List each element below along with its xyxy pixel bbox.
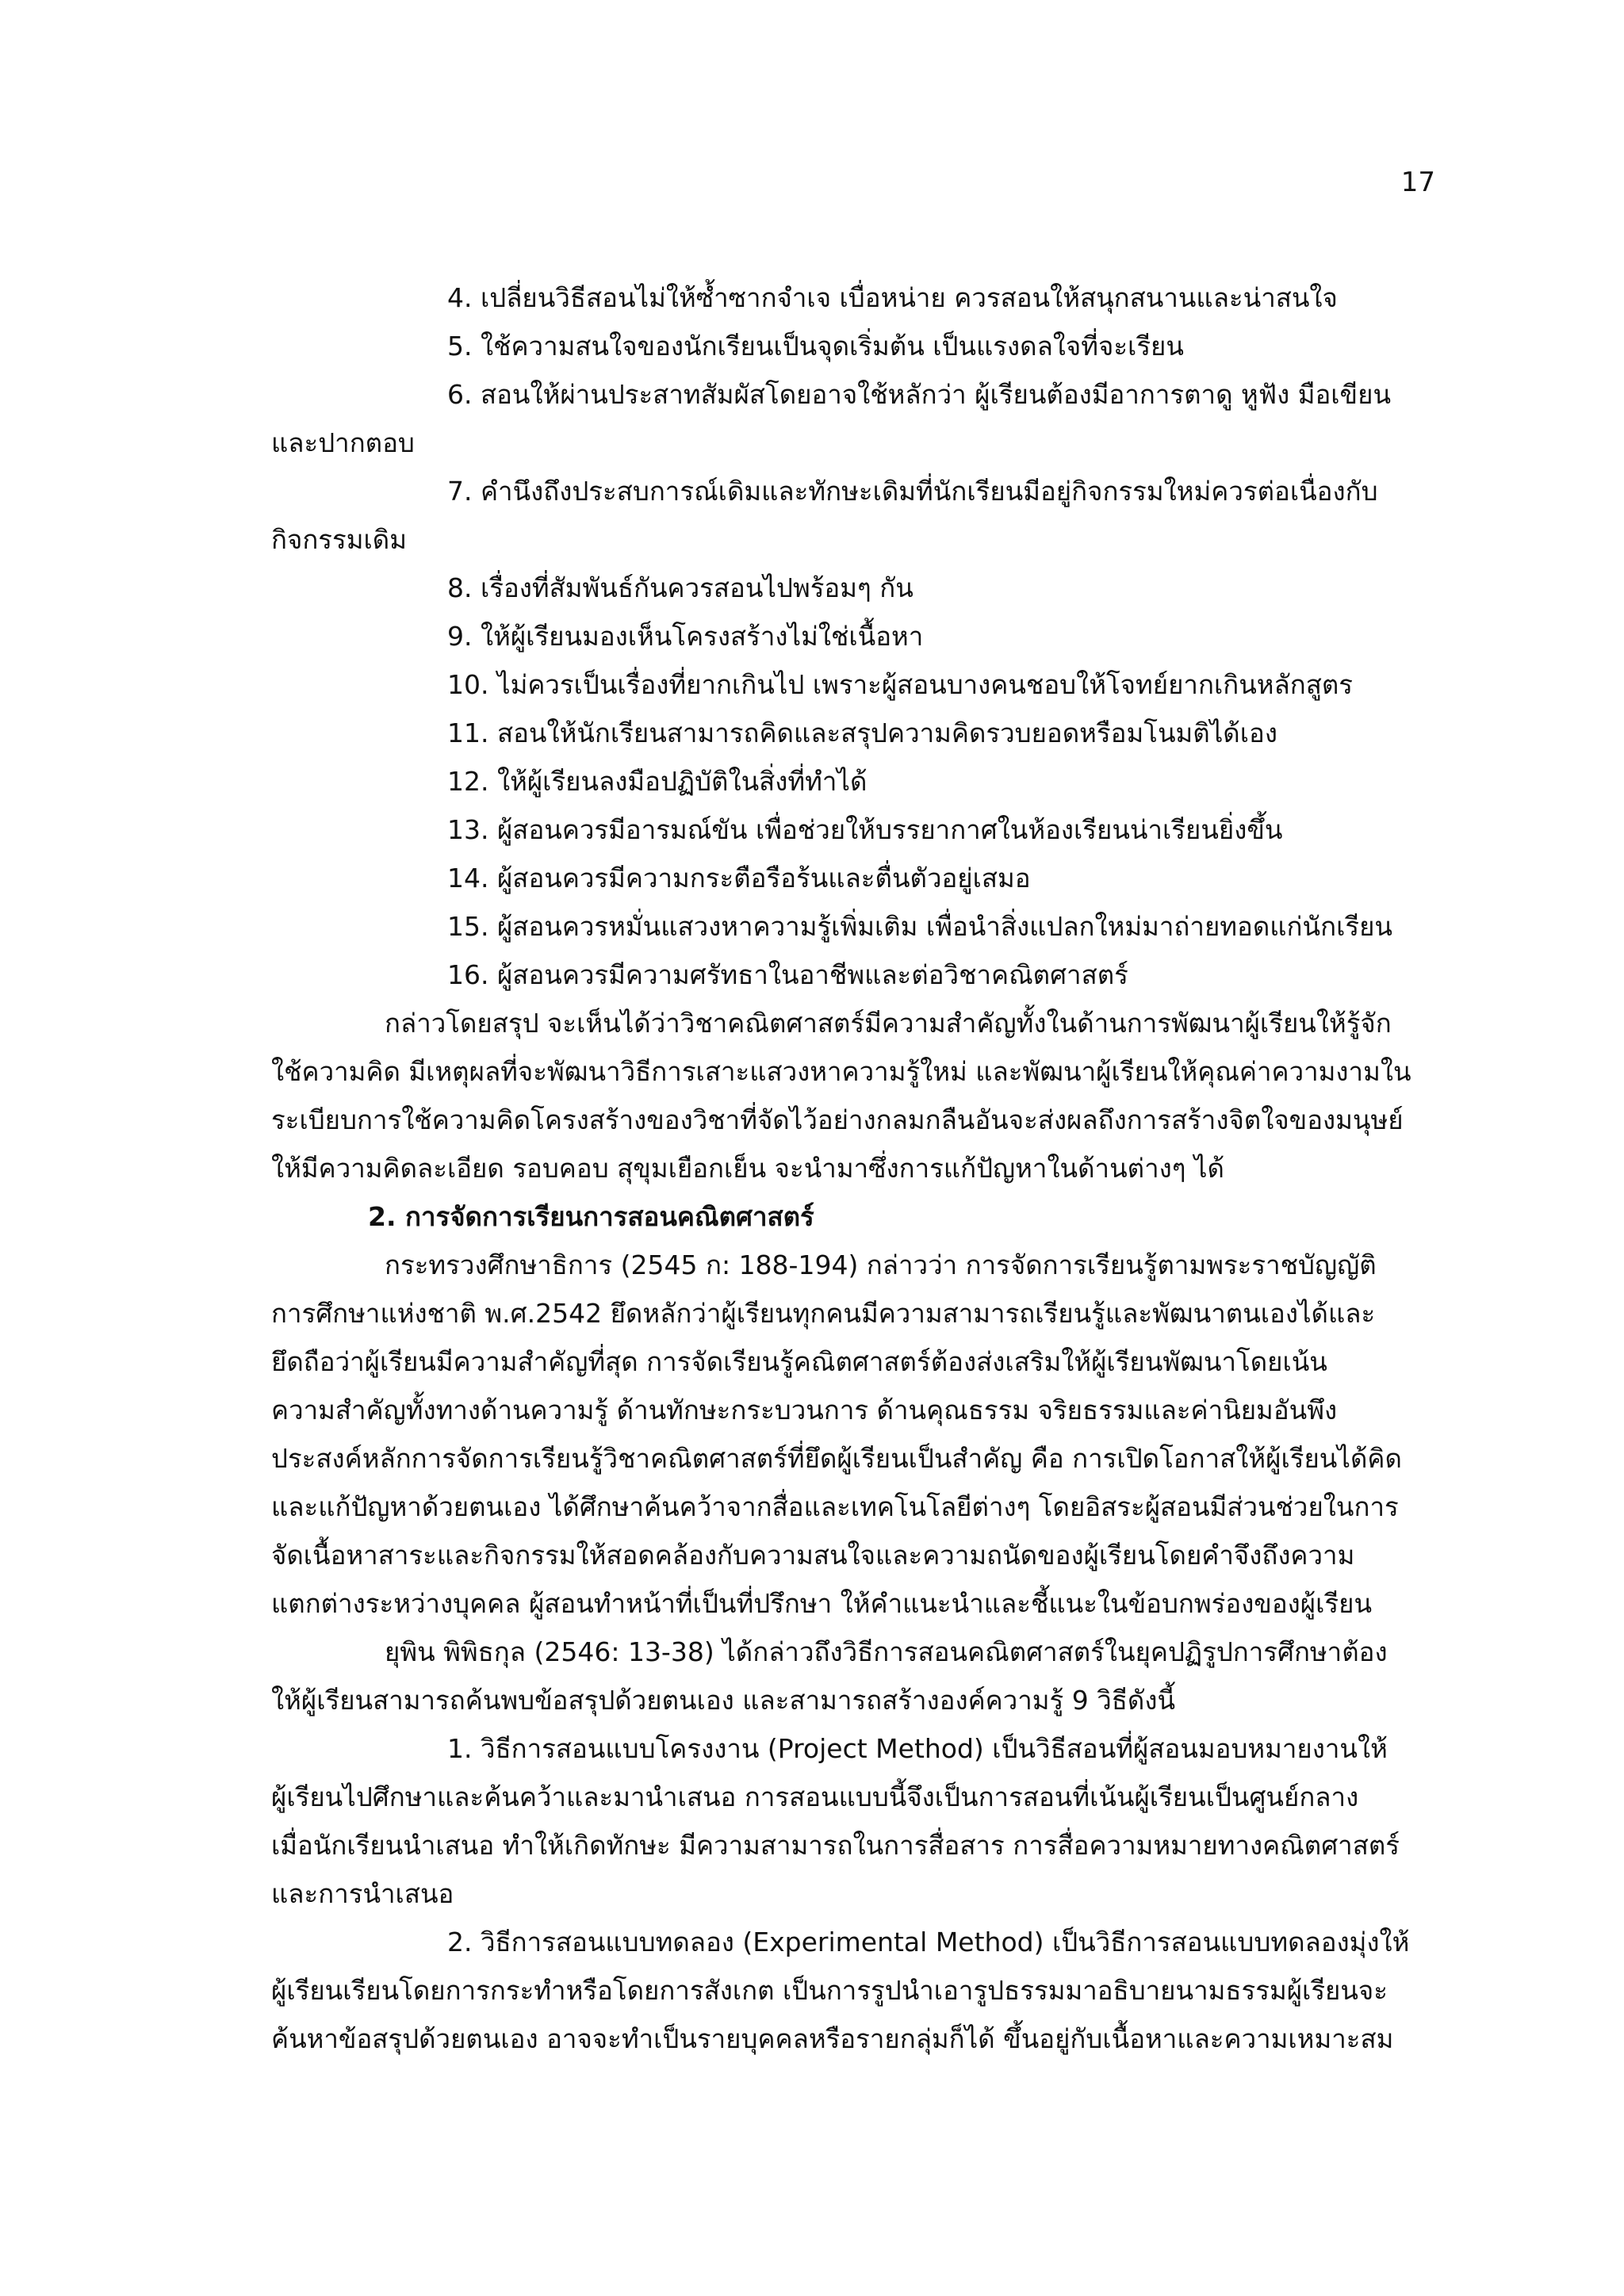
text-line: 14. ผู้สอนควรมีความกระตือรือร้นและตื่นตัวอยู่เสมอ xyxy=(447,863,1031,894)
text-line: ยุพิน พิพิธกุล (2546: 13-38) ได้กล่าวถึงวิธีการสอนคณิตศาสตร์ในยุคปฏิรูปการศึกษาต้อง xyxy=(385,1636,1388,1667)
text-line: ให้มีความคิดละเอียด รอบคอบ สุขุมเยือกเย็น จะนำมาซึ่งการแก้ปัญหาในด้านต่างๆ ได้ xyxy=(271,1153,1224,1184)
text-line: และปากตอบ xyxy=(271,427,415,458)
text-line: กิจกรรมเดิม xyxy=(271,524,407,555)
text-line: 1. วิธีการสอนแบบโครงงาน (Project Method) เป็นวิธีสอนที่ผู้สอนมอบหมายงานให้ xyxy=(447,1733,1388,1764)
text-line: ประสงค์หลักการจัดการเรียนรู้วิชาคณิตศาสตร์ที่ยึดผู้เรียนเป็นสำคัญ คือ การเปิดโอกาสให้ผู้เรียนได้คิด xyxy=(271,1443,1402,1474)
text-line: 16. ผู้สอนควรมีความศรัทธาในอาชีพและต่อวิชาคณิตศาสตร์ xyxy=(447,959,1128,990)
text-line: ให้ผู้เรียนสามารถค้นพบข้อสรุปด้วยตนเอง และสามารถสร้างองค์ความรู้ 9 วิธีดังนี้ xyxy=(271,1685,1176,1716)
text-line: 10. ไม่ควรเป็นเรื่องที่ยากเกินไป เพราะผู้สอนบางคนชอบให้โจทย์ยากเกินหลักสูตร xyxy=(447,669,1354,700)
text-line: ระเบียบการใช้ความคิดโครงสร้างของวิชาที่จัดไว้อย่างกลมกลืนอันจะส่งผลถึงการสร้างจิตใจของมนุษย์ xyxy=(271,1104,1404,1135)
text-line: ค้นหาข้อสรุปด้วยตนเอง อาจจะทำเป็นรายบุคคลหรือรายกลุ่มก็ได้ ขึ้นอยู่กับเนื้อหาและความเหมาะสม xyxy=(271,2023,1394,2054)
text-line: 6. สอนให้ผ่านประสาทสัมผัสโดยอาจใช้หลักว่า ผู้เรียนต้องมีอาการตาดู หูฟัง มือเขียน xyxy=(447,379,1392,410)
text-line: 12. ให้ผู้เรียนลงมือปฏิบัติในสิ่งที่ทำได้ xyxy=(447,766,868,797)
text-line: 9. ให้ผู้เรียนมองเห็นโครงสร้างไม่ใช่เนื้อหา xyxy=(447,621,924,652)
text-line: 11. สอนให้นักเรียนสามารถคิดและสรุปความคิดรวบยอดหรือมโนมติได้เอง xyxy=(447,718,1277,748)
text-line: และการนำเสนอ xyxy=(271,1878,454,1909)
text-line: จัดเนื้อหาสาระและกิจกรรมให้สอดคล้องกับความสนใจและความถนัดของผู้เรียนโดยคำจึงถึงความ xyxy=(271,1540,1355,1571)
text-line: แตกต่างระหว่างบุคคล ผู้สอนทำหน้าที่เป็นที่ปรึกษา ให้คำแนะนำและชี้แนะในข้อบกพร่องของผู้เรียน xyxy=(271,1588,1373,1619)
text-line: 2. วิธีการสอนแบบทดลอง (Experimental Method) เป็นวิธีการสอนแบบทดลองมุ่งให้ xyxy=(447,1927,1410,1957)
text-line: 8. เรื่องที่สัมพันธ์กันควรสอนไปพร้อมๆ กัน xyxy=(447,572,914,603)
text-line: 15. ผู้สอนควรหมั่นแสวงหาความรู้เพิ่มเติม เพื่อนำสิ่งแปลกใหม่มาถ่ายทอดแก่นักเรียน xyxy=(447,911,1392,942)
text-line: เมื่อนักเรียนนำเสนอ ทำให้เกิดทักษะ มีความสามารถในการสื่อสาร การสื่อความหมายทางคณิตศาสตร์ xyxy=(271,1830,1400,1861)
text-line: ผู้เรียนเรียนโดยการกระทำหรือโดยการสังเกต เป็นการรูปนำเอารูปธรรมมาอธิบายนามธรรมผู้เรียนจะ xyxy=(271,1975,1388,2006)
text-line: 4. เปลี่ยนวิธีสอนไม่ให้ซ้ำซากจำเจ เบื่อหน่าย ควรสอนให้สนุกสนานและน่าสนใจ xyxy=(447,282,1338,313)
page-number: 17 xyxy=(1400,166,1435,198)
text-line: กระทรวงศึกษาธิการ (2545 ก: 188-194) กล่าวว่า การจัดการเรียนรู้ตามพระราชบัญญัติ xyxy=(385,1249,1377,1280)
text-line: ใช้ความคิด มีเหตุผลที่จะพัฒนาวิธีการเสาะแสวงหาความรู้ใหม่ และพัฒนาผู้เรียนให้คุณค่าความงามใน xyxy=(271,1056,1411,1087)
page-body xyxy=(271,274,1413,2063)
text-line: 7. คำนึงถึงประสบการณ์เดิมและทักษะเดิมที่นักเรียนมีอยู่กิจกรรมใหม่ควรต่อเนื่องกับ xyxy=(447,476,1378,507)
text-line: 13. ผู้สอนควรมีอารมณ์ขัน เพื่อช่วยให้บรรยากาศในห้องเรียนน่าเรียนยิ่งขึ้น xyxy=(447,814,1283,845)
text-line: และแก้ปัญหาด้วยตนเอง ได้ศึกษาค้นคว้าจากสื่อและเทคโนโลยีต่างๆ โดยอิสระผู้สอนมีส่วนช่วยในการ xyxy=(271,1491,1399,1522)
section-heading: 2. การจัดการเรียนการสอนคณิตศาสตร์ xyxy=(368,1201,814,1232)
text-line: 5. ใช้ความสนใจของนักเรียนเป็นจุดเริ่มต้น เป็นแรงดลใจที่จะเรียน xyxy=(447,331,1184,362)
text-line: การศึกษาแห่งชาติ พ.ศ.2542 ยึดหลักว่าผู้เรียนทุกคนมีความสามารถเรียนรู้และพัฒนาตนเองได้และ xyxy=(271,1298,1376,1329)
text-line: ยึดถือว่าผู้เรียนมีความสำคัญที่สุด การจัดเรียนรู้คณิตศาสตร์ต้องส่งเสริมให้ผู้เรียนพัฒนาโดยเน้น xyxy=(271,1346,1327,1377)
text-line: กล่าวโดยสรุป จะเห็นได้ว่าวิชาคณิตศาสตร์มีความสำคัญทั้งในด้านการพัฒนาผู้เรียนให้รู้จัก xyxy=(385,1008,1392,1039)
text-line: ผู้เรียนไปศึกษาและค้นคว้าและมานำเสนอ การสอนแบบนี้จึงเป็นการสอนที่เน้นผู้เรียนเป็นศูนย์กลาง xyxy=(271,1781,1359,1812)
text-line: ความสำคัญทั้งทางด้านความรู้ ด้านทักษะกระบวนการ ด้านคุณธรรม จริยธรรมและค่านิยมอันพึง xyxy=(271,1395,1338,1425)
